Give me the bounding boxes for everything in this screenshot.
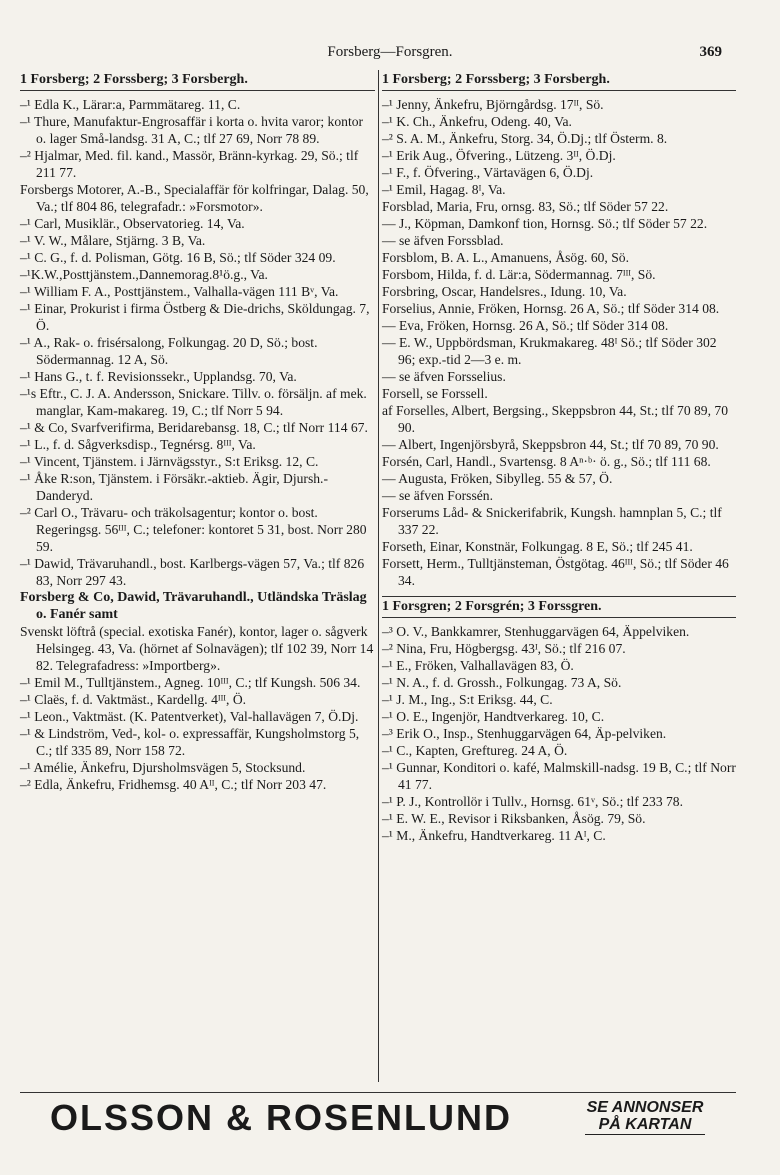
directory-entry: Forsblom, B. A. L., Amanuens, Åsög. 60, Sö.	[382, 250, 629, 265]
directory-entry: –² S. A. M., Änkefru, Storg. 34, Ö.Dj.; tlf Österm. 8.	[382, 131, 668, 146]
directory-entry: –¹ O. E., Ingenjör, Handtverkareg. 10, C.	[382, 709, 605, 724]
directory-entry: –² Carl O., Trävaru- och träkolsagentur; kontor o. bost. Regeringsg. 56ᴵᴵᴵ, C.; telefoner: kontoret 5 31, bost. Norr 280 59.	[20, 505, 367, 554]
directory-entry: — se äfven Forssén.	[382, 488, 493, 503]
directory-entry: –¹ William F. A., Posttjänstem., Valhalla-vägen 111 Bᵛ, Va.	[20, 284, 339, 299]
directory-entry: –¹ & Co, Svarfverifirma, Beridarebansg. 18, C.; tlf Norr 114 67.	[20, 420, 368, 435]
directory-entry: –¹ V. W., Målare, Stjärng. 3 B, Va.	[20, 233, 206, 248]
left-column	[20, 70, 375, 793]
directory-entry: –¹ Hans G., t. f. Revisionssekr., Upplandsg. 70, Va.	[20, 369, 297, 384]
directory-entry: Forselius, Annie, Fröken, Hornsg. 26 A, Sö.; tlf Söder 314 08.	[382, 301, 720, 316]
directory-entry: Forseth, Einar, Konstnär, Folkungag. 8 E, Sö.; tlf 245 41.	[382, 539, 693, 554]
directory-entry: –¹ E., Fröken, Valhallavägen 83, Ö.	[382, 658, 574, 673]
directory-entry: Forserums Låd- & Snickerifabrik, Kungsh. hamnplan 5, C.; tlf 337 22.	[382, 505, 722, 537]
directory-entry: –¹ Leon., Vaktmäst. (K. Patentverket), Val-hallavägen 7, Ö.Dj.	[20, 709, 359, 724]
directory-entry: –¹ C., Kapten, Greftureg. 24 A, Ö.	[382, 743, 568, 758]
directory-entry: –¹ E. W. E., Revisor i Riksbanken, Åsög. 79, Sö.	[382, 811, 646, 826]
directory-entry: –¹ N. A., f. d. Grossh., Folkungag. 73 A, Sö.	[382, 675, 622, 690]
directory-entry: –¹ J. M., Ing., S:t Eriksg. 44, C.	[382, 692, 553, 707]
directory-entry: –¹ Thure, Manufaktur-Engrosaffär i korta o. hvita varor; kontor o. lager Små-landsg. 31 A, C.; tlf 27 69, Norr 78 89.	[20, 114, 364, 146]
directory-entry: –¹ Erik Aug., Öfvering., Lützeng. 3ᴵᴵ, Ö.Dj.	[382, 148, 616, 163]
left-entries-after	[20, 674, 375, 793]
running-title: Forsberg—Forsgren.	[327, 44, 453, 60]
left-column-heading: 1 Forsberg; 2 Forssberg; 3 Forsbergh.	[20, 70, 375, 91]
right-column-heading-2: 1 Forsgren; 2 Forsgrén; 3 Forssgren.	[382, 596, 736, 618]
directory-entry: –¹ Emil, Hagag. 8ᴵ, Va.	[382, 182, 506, 197]
directory-entry: –¹ Vincent, Tjänstem. i Järnvägsstyr., S:t Eriksg. 12, C.	[20, 454, 319, 469]
directory-entry: –¹ Amélie, Änkefru, Djursholmsvägen 5, Stocksund.	[20, 760, 306, 775]
directory-entry: –² Edla, Änkefru, Fridhemsg. 40 Aᴵᴵ, C.; tlf Norr 203 47.	[20, 777, 327, 792]
directory-entry: af Forselles, Albert, Bergsing., Skeppsbron 44, St.; tlf 70 89, 70 90.	[382, 403, 728, 435]
right-column-heading: 1 Forsberg; 2 Forssberg; 3 Forsbergh.	[382, 70, 736, 91]
directory-entry: Forsbom, Hilda, f. d. Lär:a, Södermannag. 7ᴵᴵᴵ, Sö.	[382, 267, 656, 282]
right-column	[382, 70, 736, 844]
directory-entry: — Augusta, Fröken, Sibylleg. 55 & 57, Ö.	[382, 471, 613, 486]
right-entries-2	[382, 623, 736, 844]
directory-entry: –³ Erik O., Insp., Stenhuggarvägen 64, Äp-pelviken.	[382, 726, 667, 741]
directory-entry: –³ O. V., Bankkamrer, Stenhuggarvägen 64, Äppelviken.	[382, 624, 690, 639]
advert-tag-line-1: SE ANNONSER	[586, 1099, 704, 1116]
directory-entry: Forsblad, Maria, Fru, ornsg. 83, Sö.; tlf Söder 57 22.	[382, 199, 669, 214]
directory-entry: — Eva, Fröken, Hornsg. 26 A, Sö.; tlf Söder 314 08.	[382, 318, 669, 333]
directory-entry: –¹ Carl, Musiklär., Observatorieg. 14, Va.	[20, 216, 245, 231]
running-head	[0, 44, 780, 64]
directory-entry: –¹ Gunnar, Konditori o. kafé, Malmskill-nadsg. 19 B, C.; tlf Norr 41 77.	[382, 760, 736, 792]
directory-entry: Forsett, Herm., Tulltjänsteman, Östgötag. 46ᴵᴵᴵ, Sö.; tlf Söder 46 34.	[382, 556, 729, 588]
directory-entry: — E. W., Uppbördsman, Krukmakareg. 48ᴵ Sö.; tlf Söder 302 96; exp.-tid 2—3 e. m.	[382, 335, 717, 367]
directory-entry: –¹s Eftr., C. J. A. Andersson, Snickare. Tillv. o. försäljn. af mek. manglar, Kam-makareg. 19, C.; tlf Norr 5 94.	[20, 386, 367, 418]
advert-tag	[560, 1099, 730, 1135]
firm-entry: Svenskt löftrå (special. exotiska Fanér), kontor, lager o. sågverk Helsingeg. 43, Va. (hörnet af Solnavägen); tlf 102 39, Norr 14 82. Telegrafadress: »Importberg».	[20, 624, 374, 673]
directory-entry: Forsbring, Oscar, Handelsres., Idung. 10, Va.	[382, 284, 627, 299]
column-divider	[378, 70, 379, 1082]
directory-entry: –¹ P. J., Kontrollör i Tullv., Hornsg. 61ᵛ, Sö.; tlf 233 78.	[382, 794, 684, 809]
directory-entry: –¹ Dawid, Trävaruhandl., bost. Karlbergs-vägen 57, Va.; tlf 826 83, Norr 297 43.	[20, 556, 365, 588]
advert-banner	[20, 1092, 736, 1141]
directory-entry: –¹ K. Ch., Änkefru, Odeng. 40, Va.	[382, 114, 572, 129]
directory-entry: –¹ L., f. d. Sågverksdisp., Tegnérsg. 8ᴵᴵᴵ, Va.	[20, 437, 256, 452]
directory-entry: –¹ & Lindström, Ved-, kol- o. expressaffär, Kungsholmstorg 5, C.; tlf 335 89, Norr 158 72.	[20, 726, 360, 758]
page-number: 369	[699, 44, 722, 60]
left-entries	[20, 96, 375, 589]
directory-entry: –¹ Åke R:son, Tjänstem. i Försäkr.-aktieb. Ägir, Djursh.-Danderyd.	[20, 471, 328, 503]
directory-entry: –² Nina, Fru, Högbergsg. 43ᴵ, Sö.; tlf 216 07.	[382, 641, 626, 656]
directory-columns	[20, 70, 736, 1090]
directory-entry: –¹ Einar, Prokurist i firma Östberg & Die-drichs, Sköldungag. 7, Ö.	[20, 301, 370, 333]
directory-entry: –¹ F., f. Öfvering., Värtavägen 6, Ö.Dj.	[382, 165, 594, 180]
directory-entry: –¹ C. G., f. d. Polisman, Götg. 16 B, Sö.; tlf Söder 324 09.	[20, 250, 336, 265]
directory-entry: –¹K.W.,Posttjänstem.,Dannemorag.8¹ö.g., Va.	[20, 267, 268, 282]
advert-underline	[585, 1134, 705, 1135]
directory-entry: –¹ A., Rak- o. frisérsalong, Folkungag. 20 D, Sö.; bost. Södermannag. 12 A, Sö.	[20, 335, 318, 367]
directory-entry: –¹ Edla K., Lärar:a, Parmmätareg. 11, C.	[20, 97, 241, 112]
directory-entry: Forsén, Carl, Handl., Svartensg. 8 Aⁿ·ᵇ· ö. g., Sö.; tlf 111 68.	[382, 454, 711, 469]
directory-entry: — J., Köpman, Damkonf tion, Hornsg. Sö.; tlf Söder 57 22.	[382, 216, 708, 231]
directory-entry: — Albert, Ingenjörsbyrå, Skeppsbron 44, St.; tlf 70 89, 70 90.	[382, 437, 719, 452]
advert-name: OLSSON & ROSENLUND	[50, 1097, 513, 1138]
directory-entry: –² Hjalmar, Med. fil. kand., Massör, Bränn-kyrkag. 29, Sö.; tlf 211 77.	[20, 148, 359, 180]
directory-entry: — se äfven Forsselius.	[382, 369, 506, 384]
directory-entry: Forsell, se Forssell.	[382, 386, 488, 401]
right-entries	[382, 96, 736, 589]
directory-entry: –¹ M., Änkefru, Handtverkareg. 11 Aᴵ, C.	[382, 828, 606, 843]
directory-entry: –¹ Claës, f. d. Vaktmäst., Kardellg. 4ᴵᴵᴵ, Ö.	[20, 692, 247, 707]
directory-entry: — se äfven Forssblad.	[382, 233, 504, 248]
firm-heading: Forsberg & Co, Dawid, Trävaruhandl., Utländska Träslag o. Fanér samt	[20, 590, 367, 622]
advert-tag-line-2: PÅ KARTAN	[598, 1116, 692, 1133]
directory-entry: Forsbergs Motorer, A.-B., Specialaffär för kolfringar, Dalag. 50, Va.; tlf 804 86, telegrafadr.: »Forsmotor».	[20, 182, 369, 214]
directory-entry: –¹ Emil M., Tulltjänstem., Agneg. 10ᴵᴵᴵ, C.; tlf Kungsh. 506 34.	[20, 675, 361, 690]
directory-entry: –¹ Jenny, Änkefru, Björngårdsg. 17ᴵᴵ, Sö.	[382, 97, 604, 112]
